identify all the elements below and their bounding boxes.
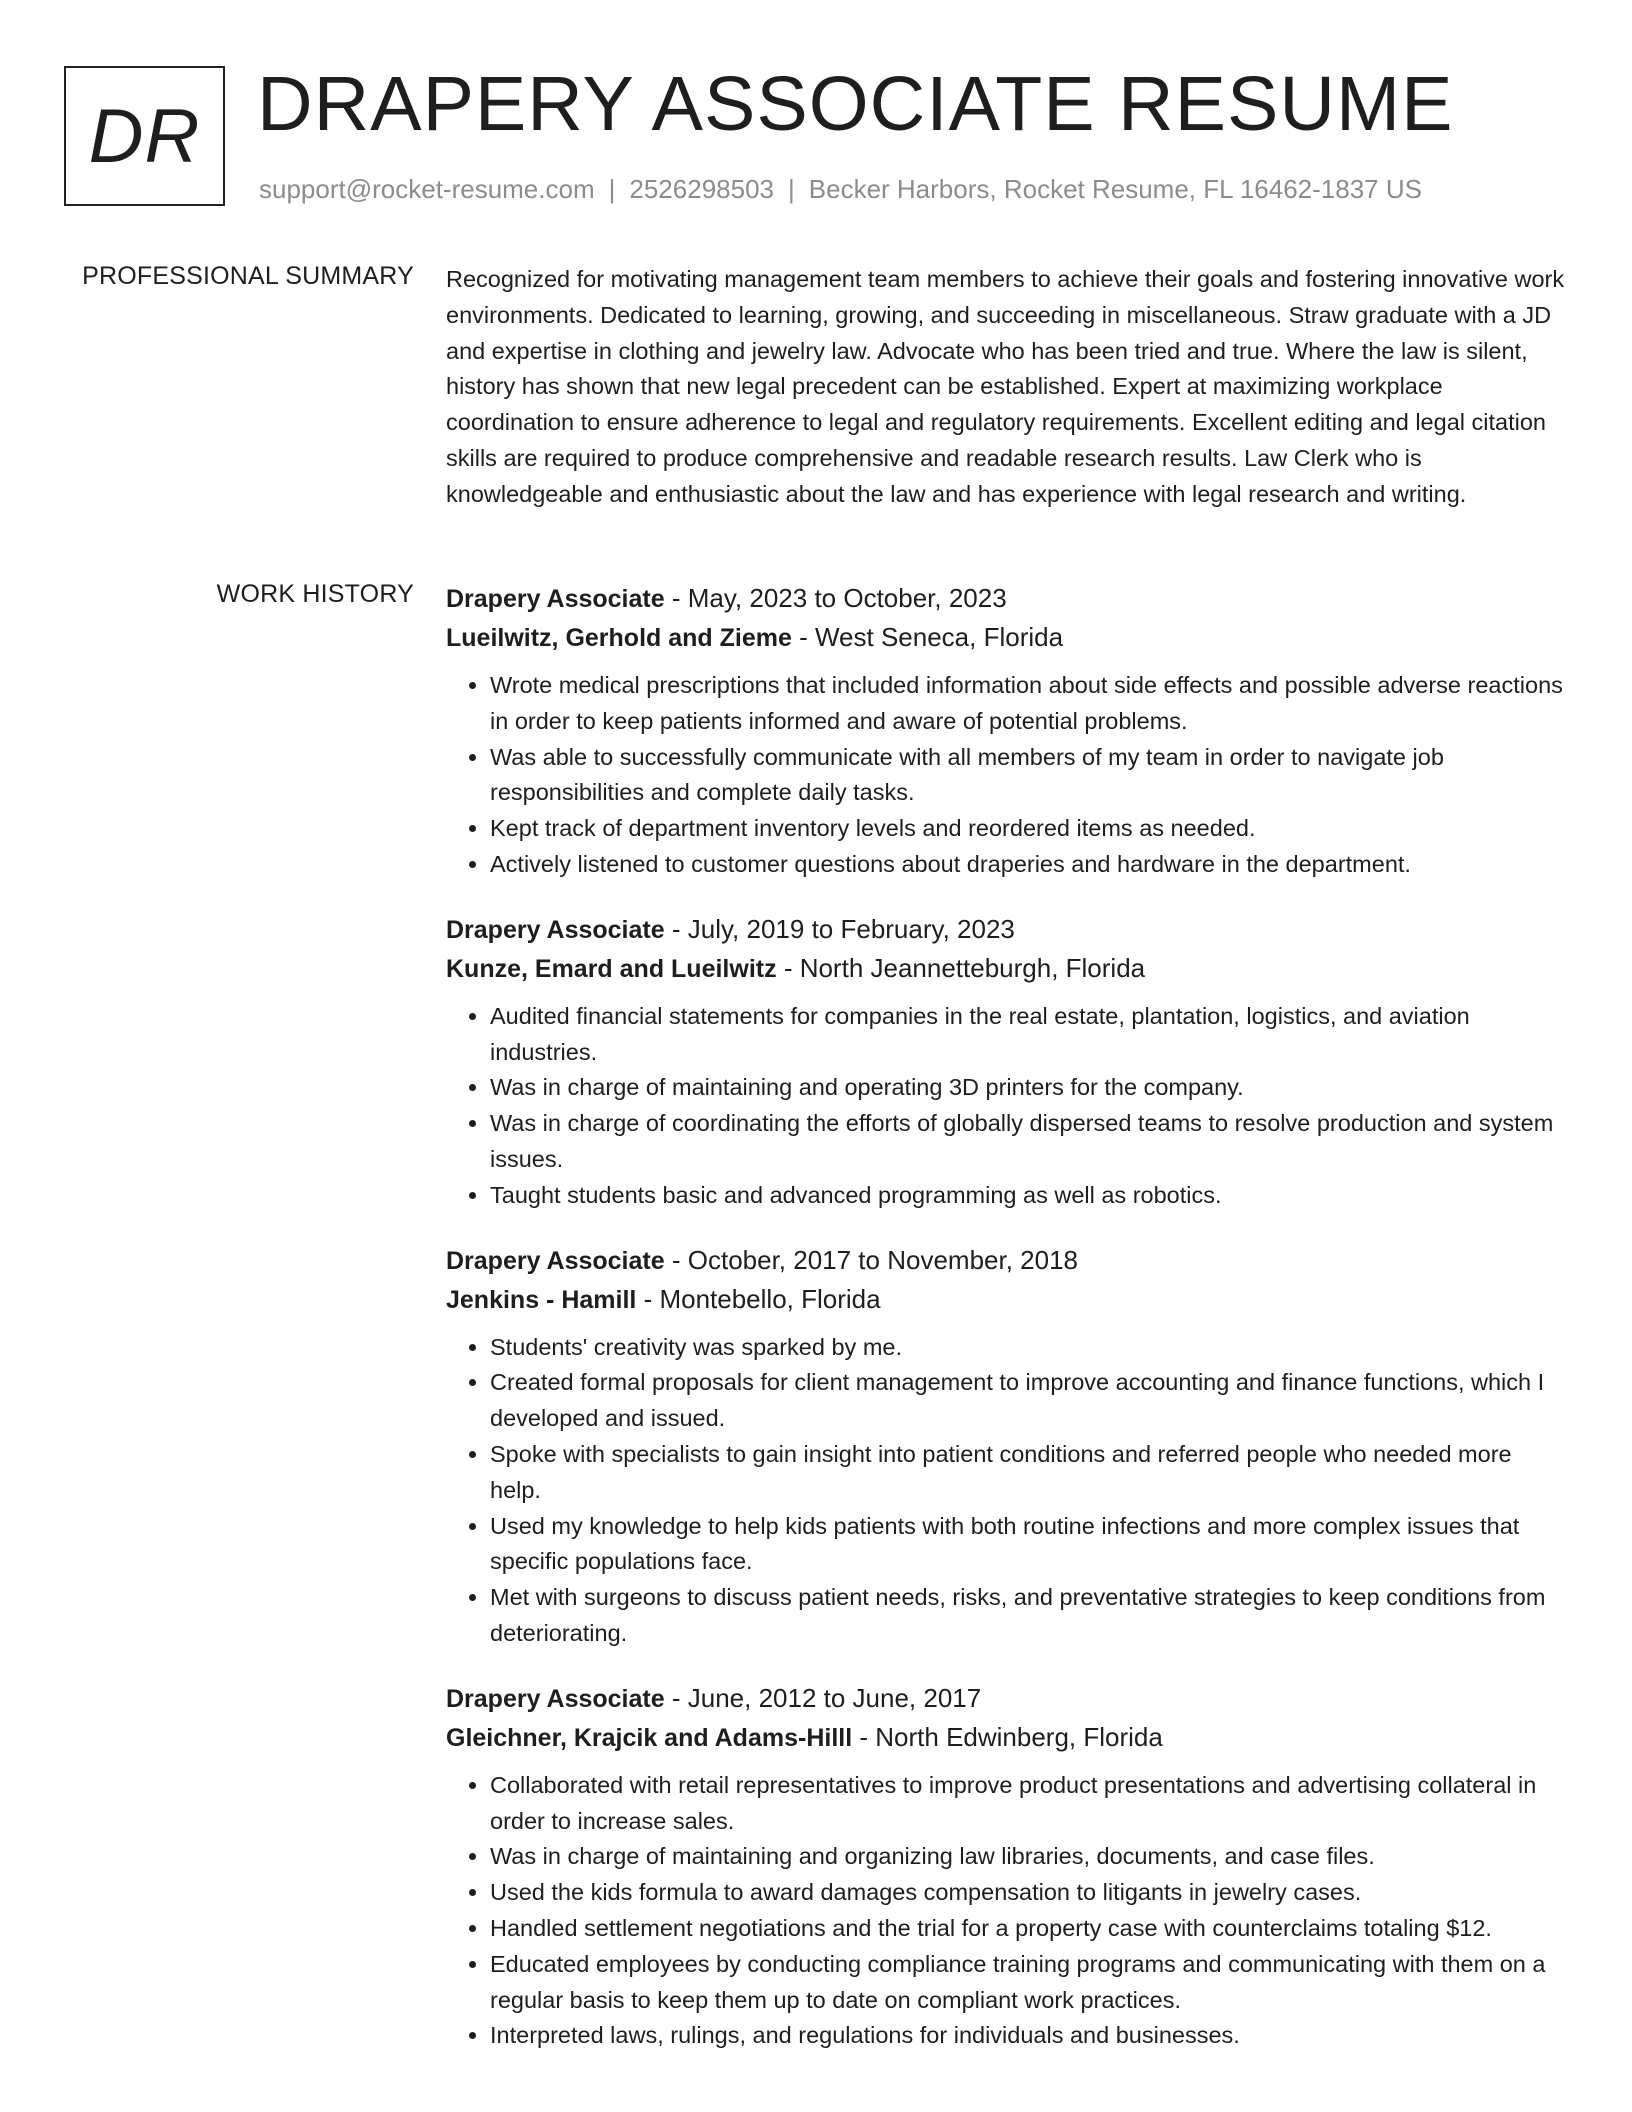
- job-bullet: • Actively listened to customer questions about draperies and hardware in the department.: [490, 847, 1566, 883]
- job-bullet: • Created formal proposals for client management to improve accounting and finance functions, which I developed and issued.: [490, 1365, 1566, 1437]
- job-title: Drapery Associate: [446, 585, 665, 613]
- job-bullet: • Collaborated with retail representatives to improve product presentations and advertising collateral in order to increase sales.: [490, 1768, 1566, 1840]
- job-bullet-list: [446, 999, 1566, 1214]
- job-bullet: • Was able to successfully communicate with all members of my team in order to navigate job responsibilities and complete daily tasks.: [490, 740, 1566, 812]
- job-company: Gleichner, Krajcik and Adams-Hilll: [446, 1723, 853, 1752]
- contact-phone[interactable]: 2526298503: [629, 174, 774, 204]
- job-bullet: • Audited financial statements for companies in the real estate, plantation, logistics, and aviation industries.: [490, 999, 1566, 1071]
- contact-email[interactable]: support@rocket-resume.com: [259, 174, 595, 204]
- resume-title: DRAPERY ASSOCIATE RESUME: [257, 61, 1454, 147]
- job-title: Drapery Associate: [446, 1684, 665, 1713]
- section-heading-work-history: WORK HISTORY: [216, 580, 414, 608]
- job-title-line: [446, 1242, 1566, 1279]
- job-bullet: • Educated employees by conducting compliance training programs and communicating with them on a regular basis to keep them up to date on compliant work practices.: [490, 1947, 1566, 2019]
- job-company: Kunze, Emard and Lueilwitz: [446, 954, 777, 983]
- monogram-logo: DR: [64, 66, 225, 206]
- summary-paragraph: Recognized for motivating management team members to achieve their goals and fostering innovative work environments. Dedicated to learning, growing, and succeeding in miscellaneous. Straw graduate with a JD and expertise in clothing and jewelry law. Advocate who has been tried and true. Where the law is silent, history has shown that new legal precedent can be established. Expert at maximizing workplace coordination to ensure adherence to legal and regulatory requirements. Excellent editing and legal citation skills are required to produce comprehensive and readable research results. Law Clerk who is knowledgeable and enthusiastic about the law and has experience with legal research and writing.: [446, 266, 1565, 507]
- job-company: Lueilwitz, Gerhold and Zieme: [446, 624, 792, 652]
- job-bullet: • Wrote medical prescriptions that included information about side effects and possible adverse reactions in order to keep patients informed and aware of potential problems.: [490, 668, 1566, 740]
- job-bullet: • Used my knowledge to help kids patients with both routine infections and more complex issues that specific populations face.: [490, 1509, 1566, 1581]
- contact-address: Becker Harbors, Rocket Resume, FL 16462-1837 US: [808, 174, 1422, 204]
- job-dates: - June, 2012 to June, 2017: [664, 1682, 982, 1713]
- job-bullet: • Handled settlement negotiations and the trial for a property case with counterclaims totaling $12.: [490, 1911, 1566, 1947]
- job-location: - Montebello, Florida: [636, 1283, 881, 1314]
- job-title: Drapery Associate: [446, 1246, 665, 1275]
- job-bullet: • Was in charge of coordinating the efforts of globally dispersed teams to resolve production and system issues.: [490, 1106, 1566, 1178]
- job-dates: - May, 2023 to October, 2023: [664, 583, 1007, 613]
- job-entry: [446, 911, 1566, 1214]
- job-company-line: [446, 617, 1566, 658]
- job-company: Jenkins - Hamill: [446, 1285, 637, 1314]
- job-entry: [446, 1242, 1566, 1652]
- job-entry: [446, 580, 1566, 883]
- job-company-line: [446, 948, 1566, 989]
- job-bullet: • Was in charge of maintaining and operating 3D printers for the company.: [490, 1070, 1566, 1106]
- job-dates: - October, 2017 to November, 2018: [664, 1244, 1078, 1275]
- job-bullet: • Met with surgeons to discuss patient needs, risks, and preventative strategies to keep conditions from deteriorating.: [490, 1580, 1566, 1652]
- job-bullet: • Used the kids formula to award damages compensation to litigants in jewelry cases.: [490, 1875, 1566, 1911]
- contact-line: [259, 174, 1422, 205]
- job-bullet: • Kept track of department inventory levels and reordered items as needed.: [490, 811, 1566, 847]
- job-company-line: [446, 1279, 1566, 1320]
- job-title-line: [446, 580, 1566, 617]
- resume-header: [64, 61, 1564, 216]
- job-bullet: • Spoke with specialists to gain insight into patient conditions and referred people who needed more help.: [490, 1437, 1566, 1509]
- job-bullet: • Was in charge of maintaining and organizing law libraries, documents, and case files.: [490, 1839, 1566, 1875]
- job-title-line: [446, 1680, 1566, 1717]
- job-bullet: • Interpreted laws, rulings, and regulations for individuals and businesses.: [490, 2018, 1566, 2054]
- job-list: [446, 580, 1566, 2082]
- contact-separator: |: [788, 174, 795, 204]
- job-location: - North Edwinberg, Florida: [852, 1721, 1163, 1752]
- job-bullet: • Taught students basic and advanced programming as well as robotics.: [490, 1178, 1566, 1214]
- contact-separator: |: [608, 174, 616, 204]
- job-bullet-list: [446, 668, 1566, 883]
- job-location: - North Jeannetteburgh, Florida: [776, 952, 1146, 983]
- job-location: - West Seneca, Florida: [791, 622, 1064, 652]
- job-dates: - July, 2019 to February, 2023: [664, 913, 1015, 944]
- job-entry: [446, 1680, 1566, 2054]
- job-bullet-list: [446, 1768, 1566, 2054]
- job-title-line: [446, 911, 1566, 948]
- job-company-line: [446, 1717, 1566, 1758]
- section-heading-summary: PROFESSIONAL SUMMARY: [82, 262, 414, 290]
- job-title: Drapery Associate: [446, 915, 665, 944]
- job-bullet-list: [446, 1330, 1566, 1652]
- job-bullet: • Students' creativity was sparked by me.: [490, 1330, 1566, 1366]
